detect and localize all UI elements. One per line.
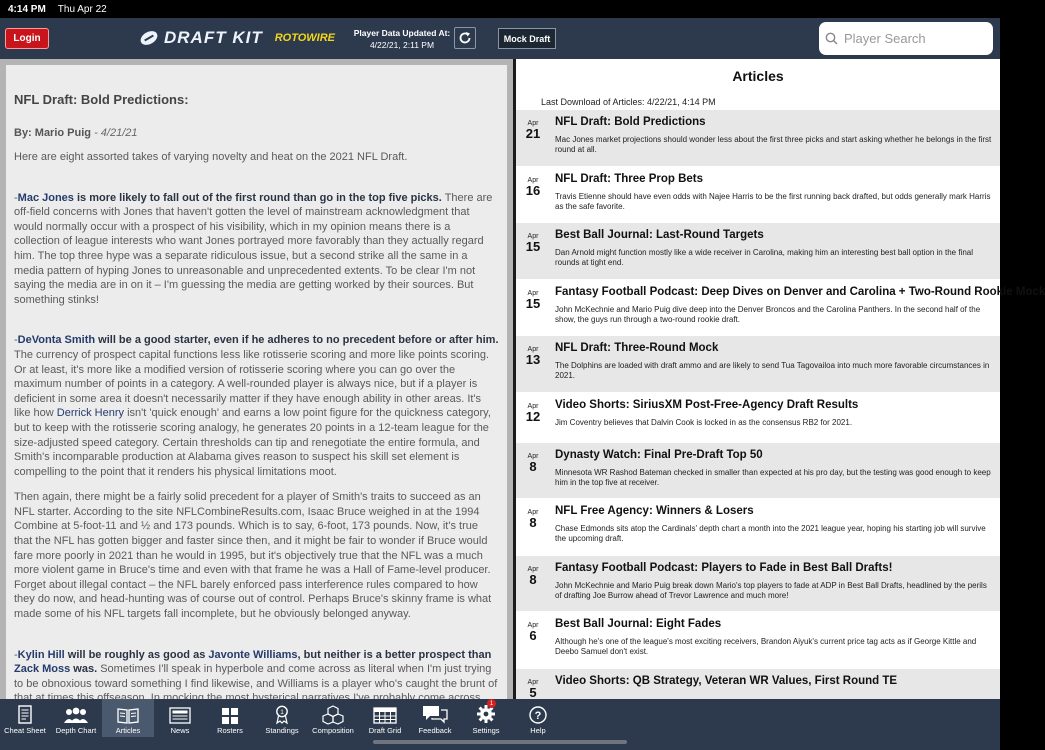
- article-item[interactable]: [516, 167, 1000, 224]
- login-button[interactable]: Login: [5, 28, 49, 49]
- date-day: 13: [525, 352, 541, 367]
- paragraph-lead: was.: [70, 663, 98, 676]
- draft-grid-icon: [373, 707, 397, 724]
- article-paragraph: [14, 648, 499, 706]
- article-item-desc: Jim Coventry believes that Dalvin Cook is locked in as the consensus RB2 for 2021.: [555, 417, 853, 427]
- article-date: [522, 346, 544, 367]
- paragraph-lead: will be a good starter, even if he adheres to no precedent before or after him.: [95, 334, 499, 347]
- rotowire-logo: ROTOWIRE: [274, 32, 336, 44]
- updated-label: Player Data Updated At:: [353, 28, 451, 38]
- article-date: [522, 509, 544, 530]
- article-item-desc: Chase Edmonds sits atop the Cardinals' depth chart a month into the 2021 league year, hoping his starting job will survive the upcoming draft.: [555, 524, 986, 543]
- date-month: Apr: [527, 509, 539, 516]
- article-item-desc: Dan Arnold might function mostly like a wide receiver in Carolina, making him an interesting best ball option in the final rounds at tight end.: [555, 248, 973, 267]
- article-item[interactable]: [516, 499, 1000, 556]
- tab-label: Draft Grid: [368, 726, 402, 735]
- tab-draft-grid[interactable]: [360, 699, 410, 737]
- article-item[interactable]: [516, 336, 1000, 393]
- date-day: 15: [525, 295, 541, 311]
- tab-depth-chart[interactable]: [50, 699, 102, 737]
- author: By: Mario Puig: [14, 127, 92, 139]
- paragraph-lead: will be roughly as good as: [64, 648, 209, 661]
- article-item-desc: The Dolphins are loaded with draft ammo and are likely to send Tua Tagovailoa into much more favorable circumstances in 2021.: [555, 361, 990, 380]
- article-item-title: Video Shorts: SiriusXM Post-Free-Agency Draft Results: [555, 398, 859, 411]
- player-search[interactable]: [819, 22, 993, 55]
- articles-list: [516, 110, 1045, 725]
- date-month: Apr: [527, 452, 539, 460]
- article-date: [522, 453, 544, 474]
- football-icon: [138, 28, 160, 47]
- article-item-desc: John McKechnie and Mario Puig break down Mario's top players to fade at ADP in Best Ball Drafts, headlined by the perils of drafting Joe Burrow ahead of Trevor Lawrence and much more!: [555, 580, 987, 600]
- refresh-button[interactable]: [454, 27, 476, 49]
- article-item[interactable]: [516, 443, 1000, 500]
- article-item[interactable]: [516, 110, 1000, 167]
- article-item-title: Best Ball Journal: Last-Round Targets: [555, 229, 764, 241]
- tab-label: Settings: [472, 726, 500, 735]
- date-month: Apr: [527, 233, 539, 240]
- news-icon: [169, 707, 191, 724]
- articles-icon: [116, 707, 140, 724]
- article-item-title: Fantasy Football Podcast: Deep Dives on Denver and Carolina + Two-Round Rookie Mock: [555, 285, 1045, 298]
- date-day: 8: [529, 458, 537, 474]
- date-day: 8: [529, 571, 537, 587]
- article-paragraph: [14, 191, 499, 308]
- bottom-tab-bar: [0, 699, 1000, 750]
- paragraph-lead: is more likely to fall out of the first round than go in the top five picks.: [73, 191, 442, 204]
- depth-chart-icon: [63, 707, 89, 724]
- feedback-icon: [422, 705, 448, 724]
- date-day: 5: [529, 684, 537, 700]
- player-link[interactable]: Derrick Henry: [56, 407, 125, 420]
- article-item-title: NFL Draft: Three Prop Bets: [555, 172, 704, 185]
- date-month: Apr: [527, 678, 539, 686]
- tab-standings[interactable]: [256, 699, 308, 737]
- article-item[interactable]: [516, 556, 1000, 613]
- date-month: Apr: [527, 289, 539, 297]
- app-header: [0, 18, 1000, 59]
- article-date: [522, 290, 544, 311]
- article-date: [522, 622, 544, 643]
- tab-label: Depth Chart: [55, 726, 97, 735]
- article-content[interactable]: [6, 65, 507, 699]
- status-bar: [0, 0, 1000, 18]
- player-link[interactable]: Mac Jones: [17, 191, 74, 204]
- help-icon: [529, 706, 547, 724]
- articles-panel[interactable]: [516, 59, 1045, 700]
- article-item-desc: Although he's one of the league's most exciting receivers, Brandon Aiyuk's current price tag acts as if George Kittle and Deebo Samuel don't exist.: [555, 637, 977, 656]
- article-item-desc: John McKechnie and Mario Puig dive deep into the Denver Broncos and the Carolina Panthers. In the second half of the show, the guys run through a two-round rookie draft.: [555, 304, 981, 324]
- article-date: [522, 233, 544, 254]
- dash: -: [14, 334, 18, 347]
- player-link[interactable]: Kylin Hill: [17, 648, 65, 661]
- article-date: [522, 679, 544, 700]
- tab-composition[interactable]: [306, 699, 360, 737]
- dash: -: [14, 648, 18, 661]
- article-item-desc: Travis Etienne should have even odds with Najee Harris to be the first running back drafted, but odds generally mark Harris as the safe favorite.: [555, 191, 991, 211]
- player-link[interactable]: DeVonta Smith: [17, 334, 96, 347]
- standings-icon: [274, 705, 290, 724]
- article-date: [522, 403, 544, 424]
- player-data-updated: [350, 27, 454, 51]
- tab-label: Help: [530, 726, 546, 735]
- date-month: Apr: [527, 346, 539, 353]
- date-month: Apr: [527, 402, 539, 410]
- player-link[interactable]: Zack Moss: [14, 663, 71, 676]
- tab-settings[interactable]: [460, 699, 512, 737]
- article-date: - 4/21/21: [94, 127, 138, 139]
- article-item[interactable]: [516, 393, 1000, 443]
- tab-label: News: [170, 726, 190, 735]
- article-item-title: NFL Draft: Bold Predictions: [555, 116, 706, 128]
- article-item[interactable]: [516, 612, 1000, 669]
- article-title: NFL Draft: Bold Predictions:: [14, 92, 189, 107]
- article-paragraph: [14, 333, 499, 479]
- tab-label: Articles: [115, 726, 141, 735]
- cheat-sheet-icon: [17, 705, 33, 724]
- refresh-icon: [457, 30, 473, 46]
- dash: -: [14, 191, 18, 204]
- date-day: 12: [525, 408, 541, 424]
- date-month: Apr: [527, 622, 539, 629]
- status-time: 4:14 PM: [8, 3, 46, 15]
- tab-news[interactable]: [154, 699, 206, 737]
- article-byline: [14, 127, 499, 139]
- paragraph-body: isn't 'quick enough' and earns a low point figure for the quickness category, but to keep with the rotisserie scoring analogy, he generates 20 points in a 12-team league for the size-adjusted speed category. Certain thresholds can tip and renegotiate the entire formula, and Smith's incomparable production at Alabama gives reason to suspect his skill set element is compelling to the point that it renders his physical limitations moot.: [14, 407, 491, 478]
- article-item-title: Dynasty Watch: Final Pre-Draft Top 50: [555, 448, 763, 461]
- svg-text:1: 1: [280, 709, 284, 716]
- logo-text: DRAFT KIT: [164, 28, 263, 47]
- tab-label: Feedback: [418, 726, 452, 735]
- paragraph-body: The currency of prospect capital functions less like rotisserie scoring and more like points scoring. Or at least, it's more like a modified version of rotisserie scoring where you can go over the maximum number of points in a category. A well-rounded player is always nice, but if a player is deficient in some area it doesn't necessarily matter if they have enough ability in other areas. It's like how: [14, 348, 490, 420]
- date-day: 16: [525, 182, 541, 198]
- tab-articles[interactable]: [102, 699, 154, 737]
- player-link[interactable]: Javonte Williams: [208, 648, 298, 661]
- rosters-icon: [221, 707, 239, 724]
- tab-label: Cheat Sheet: [4, 726, 46, 735]
- article-paragraph: Then again, there might be a fairly solid precedent for a player of Smith's traits to succeed as an NFL starter. According to the site NFLCombineResults.com, Isaac Bruce weighed in at the 1994 Combine at 5-foot-11 and ½ and 173 pounds. Which is to say, 6-foot, 173 pounds. Now, it's true that the NFL has gotten bigger and faster since then, and it might be fair to wonder if Bruce would fare more poorly in 2021 than he would in 1995, but it's objectively true that the NFL was a much more violent game in Bruce's time and even with that frame he was a Hall of Fame-level producer. Forget about illegal contact – the NFL barely enforced pass interference rules compared to how they do now, and head-hunting was of course out of control. Perhaps Bruce's skinny frame is what made some of his NFL targets fall incomplete, but he obviously belonged anyway.: [14, 491, 492, 621]
- home-indicator[interactable]: [373, 740, 627, 744]
- article-item-title: Video Shorts: QB Strategy, Veteran WR Values, First Round TE: [555, 674, 898, 687]
- article-item-desc: Minnesota WR Rashod Bateman checked in smaller than expected at his pro day, but the testing was good enough to keep him in the top five at receiver.: [555, 467, 991, 487]
- tab-rosters[interactable]: [206, 699, 254, 737]
- date-month: Apr: [527, 565, 539, 573]
- draft-kit-logo: [140, 28, 335, 48]
- article-item-title: Best Ball Journal: Eight Fades: [555, 618, 722, 630]
- date-day: 15: [525, 239, 541, 254]
- mock-draft-button[interactable]: Mock Draft: [498, 28, 556, 49]
- date-day: 21: [525, 126, 541, 141]
- article-item-title: Fantasy Football Podcast: Players to Fade in Best Ball Drafts!: [555, 561, 893, 574]
- paragraph-body: Sometimes I'll speak in hyperbole and come across as literal when I'm just trying to be obnoxious toward something I find likewise, and Williams is a player who's caught the brunt of: [14, 663, 498, 690]
- composition-icon: [322, 705, 344, 724]
- tab-cheat-sheet[interactable]: [0, 699, 50, 737]
- tab-label: Standings: [265, 726, 299, 735]
- updated-value: 4/22/21, 2:11 PM: [369, 40, 435, 50]
- search-icon: [825, 32, 838, 45]
- paragraph-body: There are off-field concerns with Jones that haven't gotten the level of mainstream acknowledgment that would normally occur with a prospect of his visibility, which in my opinion means there is a collection of league interests who want Jones portrayed more favorably than they actually regard him. The top three hype was a separate ridiculous issue, but a second strike all the same in a media pattern of hyping Jones to unreasonable and unprecedented extents. To be clear I'm not saying the media are in on it – I'm guessing the media are getting worked by their sources. But something stinks!: [14, 191, 493, 306]
- article-pane[interactable]: [0, 59, 513, 699]
- svg-text:?: ?: [534, 710, 542, 722]
- article-date: [522, 120, 544, 141]
- article-intro: Here are eight assorted takes of varying novelty and heat on the 2021 NFL Draft.: [14, 151, 408, 163]
- article-item-title: NFL Free Agency: Winners & Losers: [555, 505, 754, 517]
- tab-feedback[interactable]: [410, 699, 460, 737]
- status-date: Thu Apr 22: [57, 3, 107, 15]
- article-item[interactable]: [516, 280, 1045, 337]
- date-month: Apr: [527, 120, 539, 127]
- date-month: Apr: [527, 176, 539, 184]
- article-date: [522, 566, 544, 587]
- search-input[interactable]: [844, 31, 984, 46]
- tab-label: Composition: [312, 726, 354, 735]
- article-item-desc: Mac Jones market projections should wonder less about the first three picks and start asking whether he belongs in the first round at all.: [555, 135, 992, 154]
- tab-label: Rosters: [217, 726, 243, 735]
- paragraph-lead: , but neither is a better prospect than: [297, 648, 492, 661]
- article-date: [522, 177, 544, 198]
- date-day: 6: [529, 628, 537, 643]
- article-item-title: NFL Draft: Three-Round Mock: [555, 342, 719, 354]
- date-day: 8: [529, 515, 537, 530]
- last-download: Last Download of Articles: 4/22/21, 4:14 PM: [541, 97, 716, 107]
- settings-badge: 1: [487, 699, 496, 708]
- article-item[interactable]: [516, 223, 1000, 280]
- articles-title: Articles: [732, 68, 784, 84]
- tab-help[interactable]: [512, 699, 564, 737]
